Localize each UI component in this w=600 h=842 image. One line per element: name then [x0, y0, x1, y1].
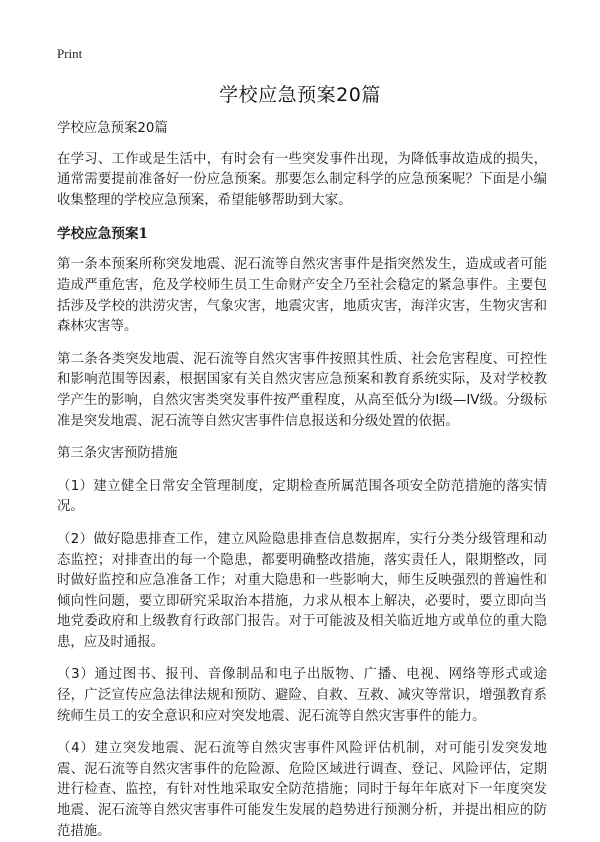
article-1-paragraph: 第一条本预案所称突发地震、泥石流等自然灾害事件是指突然发生，造成或者可能造成严重危害，危及学校师生员工生命财产安全乃至社会稳定的紧急事件。主要包括涉及学校的洪涝灾害，气象灾害，地震灾害，地质灾害，海洋灾害，生物灾害和森林灾害等。 [57, 257, 547, 335]
measure-2-paragraph: （2）做好隐患排查工作，建立风险隐患排查信息数据库，实行分类分级管理和动态监控；对排查出的每一个隐患，都要明确整改措施，落实责任人，限期整改，同时做好监控和应急准备工作；对重大隐患和一些影响大，师生反映强烈的普遍性和倾向性问题，要立即研究采取治本措施，力求从根本上解决，必要时，要立即向当地党委政府和上级教育行政部门报告。对于可能波及相关临近地方或单位的重大隐患，应及时通报。 [57, 531, 547, 650]
measure-4-paragraph: （4）建立突发地震、泥石流等自然灾害事件风险评估机制，对可能引发突发地震、泥石流等自然灾害事件的危险源、危险区域进行调查、登记、风险评估，定期进行检查、监控，有针对性地采取安全防范措施；同时于每年年底对下一年度突发地震、泥石流等自然灾害事件可能发生发展的趋势进行预测分析，并提出相应的防范措施。 [57, 741, 547, 839]
article-3-heading: 第三条灾害预防措施 [57, 446, 178, 462]
measure-1-paragraph: （1）建立健全日常安全管理制度，定期检查所属范围各项安全防范措施的落实情况。 [57, 478, 547, 515]
measure-3-paragraph: （3）通过图书、报刊、音像制品和电子出版物、广播、电视、网络等形式或途径，广泛宣传应急法律法规和预防、避险、自救、互救、减灾等常识，增强教育系统师生员工的安全意识和应对突发地震、泥石流等自然灾害事件的能力。 [57, 667, 547, 724]
intro-paragraph: 在学习、工作或是生活中，有时会有一些突发事件出现，为降低事故造成的损失，通常需要提前准备好一份应急预案。那要怎么制定科学的应急预案呢？下面是小编收集整理的学校应急预案，希望能够帮助到大家。 [57, 151, 547, 208]
page-title: 学校应急预案20篇 [219, 84, 381, 106]
section-heading: 学校应急预案1 [57, 226, 149, 243]
document-subtitle: 学校应急预案20篇 [57, 121, 168, 136]
document-body [57, 119, 547, 842]
article-2-paragraph: 第二条各类突发地震、泥石流等自然灾害事件按照其性质、社会危害程度、可控性和影响范围等因素，根据国家有关自然灾害应急预案和教育系统实际，及对学校教学产生的影响，自然灾害类突发事件按严重程度，从高至低分为I级—IV级。分级标准是突发地震、泥石流等自然灾害事件信息报送和分级处置的依据。 [57, 351, 547, 429]
print-label[interactable]: Print [57, 46, 83, 61]
